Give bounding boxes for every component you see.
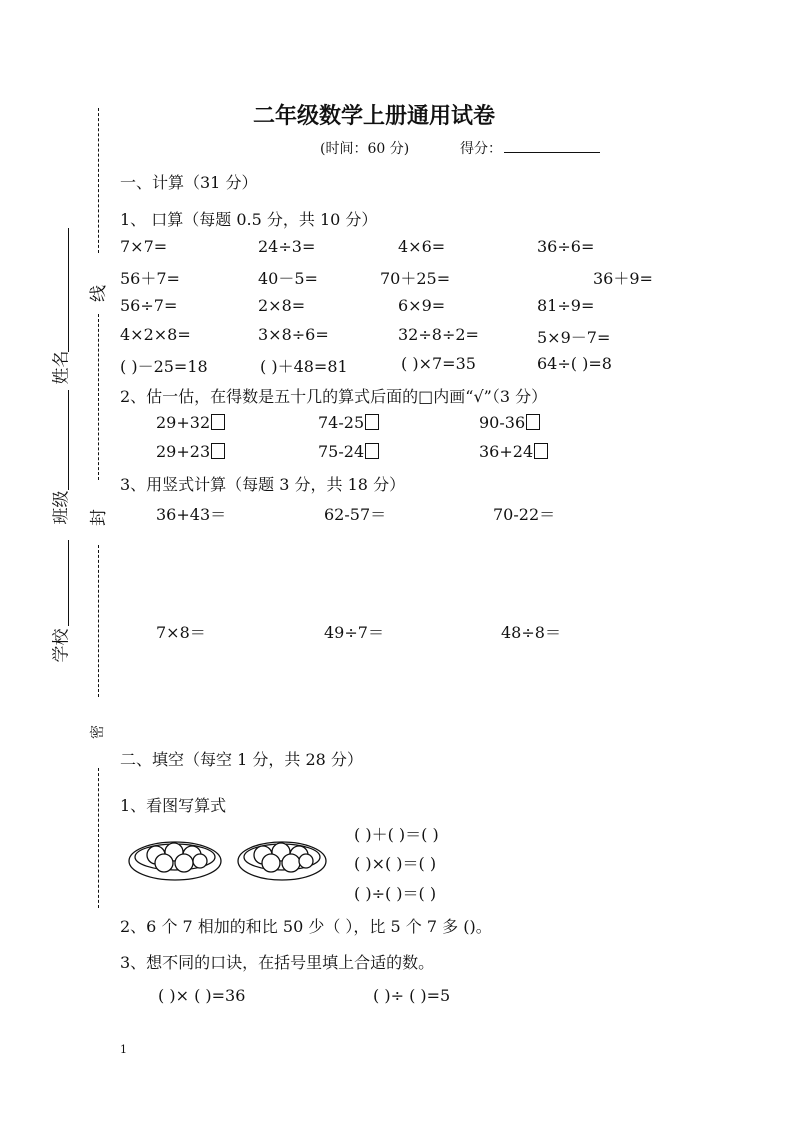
oral-r1c2: 24÷3= xyxy=(258,237,316,256)
school-label: 学校 xyxy=(51,628,72,663)
q2-heading: 2、估一估，在得数是五十几的算式后面的□内画“√”（3 分） xyxy=(120,387,548,406)
vertical-calc-3: 70-22＝ xyxy=(493,505,556,524)
check-box[interactable] xyxy=(365,414,379,430)
binding-dash-line-4 xyxy=(98,768,99,908)
name-label: 姓名 xyxy=(51,350,72,385)
plates-of-eggs-illustration xyxy=(126,832,330,886)
section2-heading: 二、填空（每空 1 分，共 28 分） xyxy=(120,750,363,769)
name-blank[interactable] xyxy=(68,228,69,352)
binding-dash-line-3 xyxy=(98,545,99,697)
oral-r4c2: 3×8÷6= xyxy=(258,325,329,344)
plate-icon xyxy=(129,842,221,880)
oral-r3c1: 56÷7= xyxy=(120,296,178,315)
class-label: 班级 xyxy=(51,490,72,525)
oral-r1c1: 7×7= xyxy=(120,237,168,256)
binding-line-char: 线 xyxy=(89,285,109,302)
s2-q3-heading: 3、想不同的口诀，在括号里填上合适的数。 xyxy=(120,953,435,972)
check-box[interactable] xyxy=(534,443,548,459)
oral-r3c4: 81÷9= xyxy=(537,296,595,315)
school-blank[interactable] xyxy=(68,540,69,626)
vertical-calc-5: 49÷7＝ xyxy=(324,623,384,642)
check-box[interactable] xyxy=(211,414,225,430)
estimate-item xyxy=(318,413,379,432)
multiplication-table-eq-1[interactable]: ( )× ( )=36 xyxy=(158,986,246,1005)
estimate-expr: 29+32 xyxy=(156,413,211,432)
page-title: 二年级数学上册通用试卷 xyxy=(253,104,496,129)
estimate-item xyxy=(479,442,548,461)
oral-r4c4: 5×9－7= xyxy=(537,328,611,347)
binding-secret-char: 密 xyxy=(90,725,106,739)
time-limit: (时间：60 分) xyxy=(320,141,410,157)
oral-r5c1[interactable]: ( )－25=18 xyxy=(120,357,208,376)
section1-heading: 一、计算（31 分） xyxy=(120,173,258,192)
estimate-item xyxy=(479,413,540,432)
estimate-expr: 36+24 xyxy=(479,442,534,461)
score-blank[interactable] xyxy=(504,138,600,153)
check-box[interactable] xyxy=(211,443,225,459)
estimate-expr: 75-24 xyxy=(318,442,365,461)
check-box[interactable] xyxy=(526,414,540,430)
oral-r1c4: 36÷6= xyxy=(537,237,595,256)
oral-r2c2: 40－5= xyxy=(258,269,318,288)
estimate-item xyxy=(156,442,225,461)
oral-r3c3: 6×9= xyxy=(398,296,446,315)
oral-r5c4[interactable]: 64÷( )=8 xyxy=(537,354,612,373)
oral-r1c3: 4×6= xyxy=(398,237,446,256)
s2-q1-heading: 1、看图写算式 xyxy=(120,796,227,815)
class-blank[interactable] xyxy=(68,390,69,490)
plate-icon xyxy=(238,842,326,880)
q1-heading: 1、 口算（每题 0.5 分，共 10 分） xyxy=(120,210,378,229)
picture-equation-multiply[interactable]: ( )×( )＝( ) xyxy=(354,854,437,873)
score-field xyxy=(460,138,600,158)
picture-equation-divide[interactable]: ( )÷( )＝( ) xyxy=(354,884,437,903)
oral-r2c3: 70＋25= xyxy=(380,269,451,288)
oral-r4c1: 4×2×8= xyxy=(120,325,191,344)
page-number: 1 xyxy=(120,1043,127,1056)
vertical-calc-1: 36+43＝ xyxy=(156,505,227,524)
binding-dash-line-1 xyxy=(98,108,99,253)
oral-r3c2: 2×8= xyxy=(258,296,306,315)
estimate-item xyxy=(318,442,379,461)
estimate-item xyxy=(156,413,225,432)
picture-equation-add[interactable]: ( )＋( )＝( ) xyxy=(354,825,439,844)
oral-r5c2[interactable]: ( )＋48=81 xyxy=(260,357,348,376)
q3-heading: 3、用竖式计算（每题 3 分，共 18 分） xyxy=(120,475,406,494)
estimate-expr: 90-36 xyxy=(479,413,526,432)
check-box[interactable] xyxy=(365,443,379,459)
estimate-expr: 74-25 xyxy=(318,413,365,432)
vertical-calc-6: 48÷8＝ xyxy=(501,623,561,642)
multiplication-table-eq-2[interactable]: ( )÷ ( )=5 xyxy=(373,986,451,1005)
s2-q2[interactable]: 2、6 个 7 相加的和比 50 少（ ），比 5 个 7 多 ()。 xyxy=(120,917,492,936)
oral-r2c1: 56＋7= xyxy=(120,269,180,288)
binding-dash-line-2 xyxy=(98,314,99,480)
oral-r2c4: 36＋9= xyxy=(593,269,653,288)
score-label: 得分： xyxy=(460,141,502,157)
vertical-calc-4: 7×8＝ xyxy=(156,623,206,642)
estimate-expr: 29+23 xyxy=(156,442,211,461)
oral-r5c3[interactable]: ( )×7=35 xyxy=(401,354,476,373)
oral-r4c3: 32÷8÷2= xyxy=(398,325,479,344)
vertical-calc-2: 62-57＝ xyxy=(324,505,387,524)
binding-seal-char: 封 xyxy=(89,509,109,526)
